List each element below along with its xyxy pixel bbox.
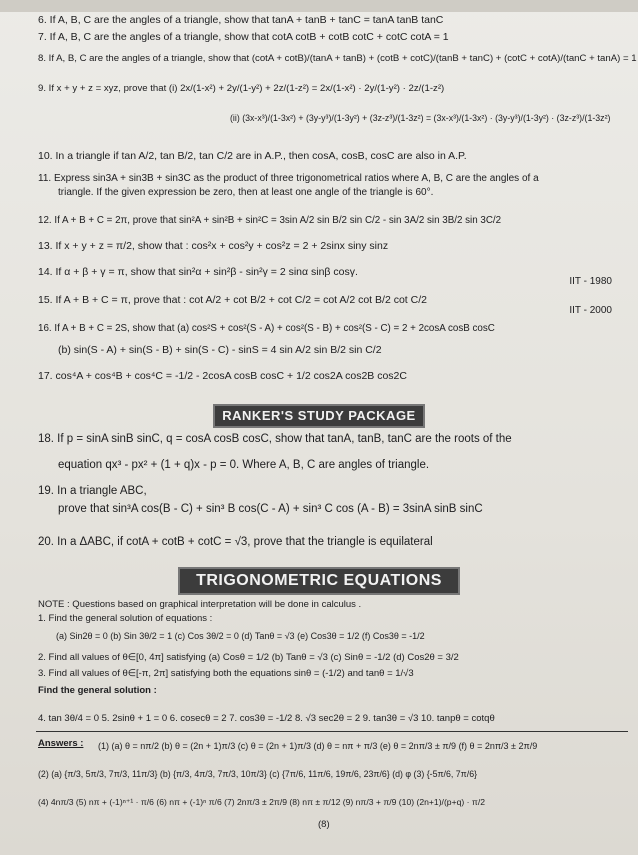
question-13: 13. If x + y + z = π/2, show that : cos²x + cos²y + cos²z = 2 + 2sinx siny sinz [38, 240, 389, 252]
exercises-4-to-10: 4. tan 3θ/4 = 0 5. 2sinθ + 1 = 0 6. cosecθ = 2 7. cos3θ = -1/2 8. √3 sec2θ = 2 9. tan3θ = √3 10. tanpθ = cotqθ [38, 713, 495, 724]
answers-line-4: (8) [318, 819, 330, 830]
question-19-line-2: prove that sin³A cos(B - C) + sin³ B cos(C - A) + sin³ C cos (A - B) = 3sinA sinB sinC [58, 503, 483, 515]
question-15-tag: IIT - 2000 [569, 305, 612, 316]
note-text: NOTE : Questions based on graphical interpretation will be done in calculus . [38, 599, 362, 610]
question-11-line-2: triangle. If the given expression be zero, then at least one angle of the triangle is 60°. [58, 187, 434, 198]
question-9-part-ii: (ii) (3x-x³)/(1-3x²) + (3y-y³)/(1-3y²) + (3z-z³)/(1-3z²) = (3x-x³)/(1-3x²) · (3y-y³)/(1-3y²) · (3z-z³)/(1-3z²) [230, 113, 611, 123]
question-18-line-1: 18. If p = sinA sinB sinC, q = cosA cosB cosC, show that tanA, tanB, tanC are the roots of the [38, 433, 512, 445]
question-16-part-a: 16. If A + B + C = 2S, show that (a) cos²S + cos²(S - A) + cos²(S - B) + cos²(S - C) = 2 + 2cosA cosB cosC [38, 323, 495, 334]
exercise-1: 1. Find the general solution of equations : [38, 613, 213, 624]
question-12: 12. If A + B + C = 2π, prove that sin²A + sin²B + sin²C = 3sin A/2 sin B/2 sin C/2 - sin 3A/2 sin 3B/2 sin 3C/2 [38, 215, 502, 226]
question-18-line-2: equation qx³ - px² + (1 + q)x - p = 0. Where A, B, C are angles of triangle. [58, 459, 430, 471]
question-15: 15. If A + B + C = π, prove that : cot A/2 + cot B/2 + cot C/2 = cot A/2 cot B/2 cot C/2 [38, 294, 427, 306]
question-8: 8. If A, B, C are the angles of a triangle, show that (cotA + cotB)/(tanA + tanB) + (cotB + cotC)/(tanB + tanC) + (cotC + cotA)/(tanC + tanA) = 1 [38, 53, 637, 64]
answers-line-2: (2) (a) {π/3, 5π/3, 7π/3, 11π/3} (b) {π/3, 4π/3, 7π/3, 10π/3} (c) {7π/6, 11π/6, 19π/6, 23π/6} (d) φ (3) {-5π/6, 7π/6} [38, 769, 478, 779]
top-edge [0, 0, 638, 12]
question-16-part-b: (b) sin(S - A) + sin(S - B) + sin(S - C) - sinS = 4 sin A/2 sin B/2 sin C/2 [58, 344, 382, 356]
question-14-tag: IIT - 1980 [569, 276, 612, 287]
question-14: 14. If α + β + γ = π, show that sin²α + sin²β - sin²γ = 2 sinα sinβ cosγ. [38, 266, 358, 278]
question-10: 10. In a triangle if tan A/2, tan B/2, tan C/2 are in A.P., then cosA, cosB, cosC are also in A.P. [38, 150, 467, 162]
exercise-1-options: (a) Sin2θ = 0 (b) Sin 3θ/2 = 1 (c) Cos 3θ/2 = 0 (d) Tanθ = √3 (e) Cos3θ = 1/2 (f) Cos3θ = -1/2 [56, 631, 425, 641]
answers-divider [36, 731, 628, 732]
ranker-study-package-banner: RANKER'S STUDY PACKAGE [213, 404, 425, 428]
question-17: 17. cos⁴A + cos⁴B + cos⁴C = -1/2 - 2cosA cosB cosC + 1/2 cos2A cos2B cos2C [38, 370, 407, 382]
exercise-3: 3. Find all values of θ∈[-π, 2π] satisfying both the equations sinθ = (-1/2) and tanθ = 1/√3 [38, 668, 414, 679]
exercise-2: 2. Find all values of θ∈[0, 4π] satisfying (a) Cosθ = 1/2 (b) Tanθ = √3 (c) Sinθ = -1/2 (d) Cos2θ = 3/2 [38, 652, 459, 663]
answers-label: Answers : [38, 738, 84, 749]
answers-line-1: (1) (a) θ = nπ/2 (b) θ = (2n + 1)π/3 (c) θ = (2n + 1)π/3 (d) θ = nπ + π/3 (e) θ = 2nπ/3 ± π/9 (f) θ = 2nπ/3 ± 2π/9 [98, 741, 538, 751]
question-19-line-1: 19. In a triangle ABC, [38, 485, 147, 497]
question-11-line-1: 11. Express sin3A + sin3B + sin3C as the product of three trigonometrical ratios where A, B, C are the angles of a [38, 173, 539, 184]
answers-line-3: (4) 4nπ/3 (5) nπ + (-1)ⁿ⁺¹ · π/6 (6) nπ + (-1)ⁿ π/6 (7) 2nπ/3 ± 2π/9 (8) nπ ± π/12 (9) nπ/3 + π/9 (10) (2n+1)/(p+q) · π/2 [38, 797, 485, 807]
general-solution-heading: Find the general solution : [38, 685, 157, 696]
trigonometric-equations-banner: TRIGONOMETRIC EQUATIONS [178, 567, 460, 595]
question-9-part-i: 9. If x + y + z = xyz, prove that (i) 2x/(1-x²) + 2y/(1-y²) + 2z/(1-z²) = 2x/(1-x²) · 2y/(1-y²) · 2z/(1-z²) [38, 83, 445, 94]
question-20: 20. In a ΔABC, if cotA + cotB + cotC = √3, prove that the triangle is equilateral [38, 536, 433, 548]
question-6: 6. If A, B, C are the angles of a triangle, show that tanA + tanB + tanC = tanA tanB tanC [38, 14, 444, 26]
question-7: 7. If A, B, C are the angles of a triangle, show that cotA cotB + cotB cotC + cotC cotA = 1 [38, 31, 449, 43]
